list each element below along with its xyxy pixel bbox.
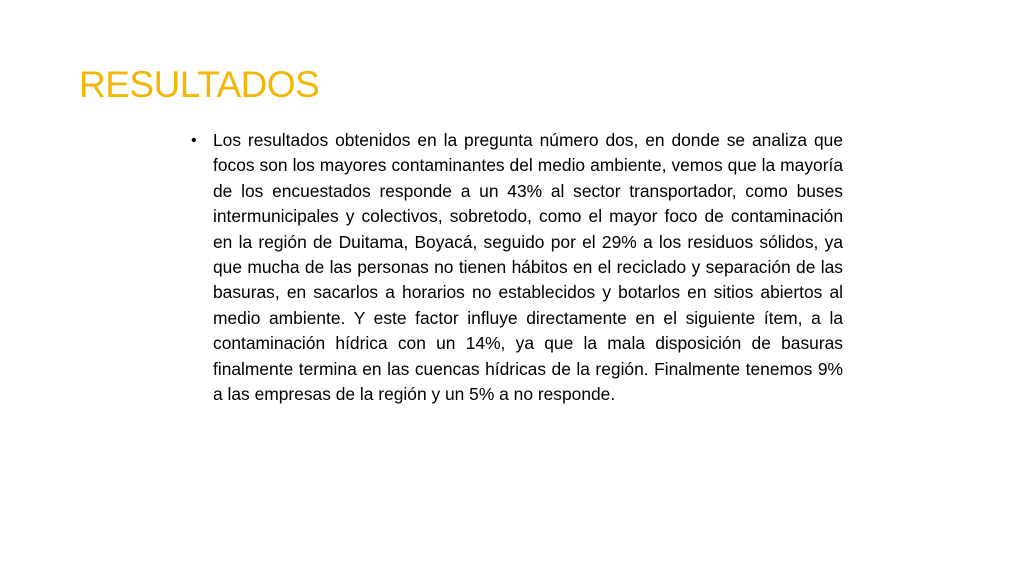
bullet-dot-icon: • bbox=[191, 132, 197, 149]
slide-body bbox=[191, 128, 843, 407]
bullet-text: Los resultados obtenidos en la pregunta número dos, en donde se analiza que focos son los mayores contaminantes del medio ambiente, vemos que la mayoría de los encuestados responde a un 43% al sector transportador, como buses intermunicipales y colectivos, sobretodo, como el mayor foco de contaminación en la región de Duitama, Boyacá, seguido por el 29% a los residuos sólidos, ya que mucha de las personas no tienen hábitos en el reciclado y separación de las basuras, en sacarlos a horarios no establecidos y botarlos en sitios abiertos al medio ambiente. Y este factor influye directamente en el siguiente ítem, a la contaminación hídrica con un 14%, ya que la mala disposición de basuras finalmente termina en las cuencas hídricas de la región. Finalmente tenemos 9% a las empresas de la región y un 5% a no responde. bbox=[213, 130, 843, 405]
slide-title: RESULTADOS bbox=[79, 64, 320, 105]
bullet-item bbox=[191, 128, 843, 407]
